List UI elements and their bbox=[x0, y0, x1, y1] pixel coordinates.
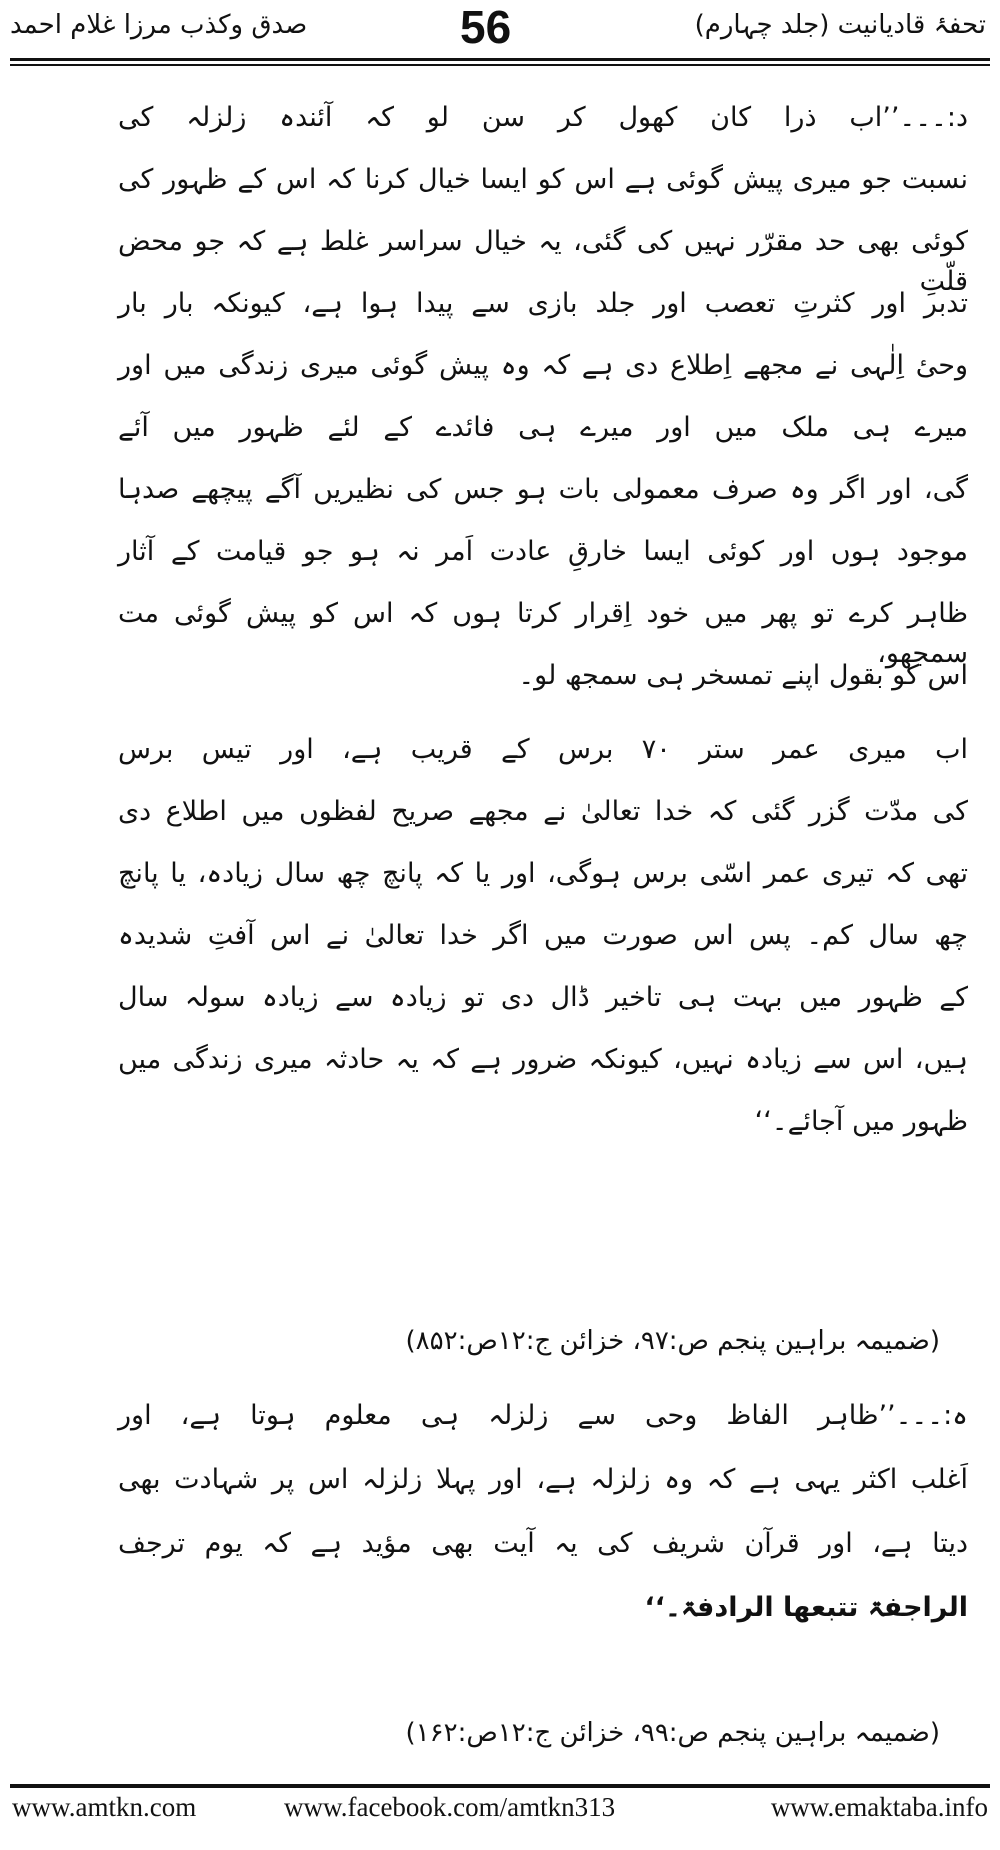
paragraph-line: ظہور میں آجائے۔‘‘ bbox=[754, 1106, 968, 1137]
paragraph-line: نسبت جو میری پیش گوئی ہے اس کو ایسا خیال کرنا کہ اس کے ظہور کی bbox=[118, 164, 968, 195]
paragraph-line: کے ظہور میں بہت ہی تاخیر ڈال دی تو زیادہ سے زیادہ سولہ سال bbox=[118, 982, 968, 1013]
header-rule-bottom bbox=[10, 64, 990, 66]
paragraph-line: تدبر اور کثرتِ تعصب اور جلد بازی سے پیدا ہوا ہے، کیونکہ بار بار bbox=[118, 288, 968, 319]
footer-link-facebook[interactable]: www.facebook.com/amtkn313 bbox=[284, 1792, 616, 1822]
paragraph-line: وحیٔ اِلٰہی نے مجھے اِطلاع دی ہے کہ وہ پیش گوئی میری زندگی میں اور bbox=[118, 350, 968, 381]
paragraph-line: ہیں، اس سے زیادہ نہیں، کیونکہ ضرور ہے کہ یہ حادثہ میری زندگی میں bbox=[118, 1044, 968, 1075]
footer-rule bbox=[10, 1784, 990, 1788]
paragraph-line: گی، اور اگر وہ صرف معمولی بات ہو جس کی نظیریں آگے پیچھے صدہا bbox=[118, 474, 968, 505]
paragraph-line: موجود ہوں اور کوئی ایسا خارقِ عادت اَمر نہ ہو جو قیامت کے آثار bbox=[118, 536, 968, 567]
paragraph-line: کوئی بھی حد مقرّر نہیں کی گئی، یہ خیال سراسر غلط ہے کہ جو محض قلّتِ bbox=[118, 226, 968, 297]
citation-h: (ضمیمہ براہین پنجم ص:۹۹، خزائن ج:۱۲ص:۱۶۲) bbox=[405, 1718, 940, 1748]
paragraph-line: ظاہر کرے تو پھر میں خود اِقرار کرتا ہوں کہ اس کو پیش گوئی مت سمجھو، bbox=[118, 598, 968, 669]
paragraph-line: دیتا ہے، اور قرآن شریف کی یہ آیت بھی مؤید ہے کہ یوم ترجف bbox=[118, 1528, 968, 1559]
citation-d: (ضمیمہ براہین پنجم ص:۹۷، خزائن ج:۱۲ص:۸۵۲) bbox=[405, 1326, 940, 1356]
paragraph-line: اب میری عمر ستر ۷۰ برس کے قریب ہے، اور تیس برس bbox=[118, 734, 968, 765]
header-rule-top bbox=[10, 58, 990, 61]
paragraph-line: میرے ہی ملک میں اور میرے ہی فائدے کے لئے ظہور میں آئے bbox=[118, 412, 968, 443]
page-number: 56 bbox=[460, 1, 512, 53]
paragraph-line: چھ سال کم۔ پس اس صورت میں اگر خدا تعالیٰ نے اس آفتِ شدیدہ bbox=[118, 920, 968, 951]
footer-link-amtkn[interactable]: www.amtkn.com bbox=[12, 1792, 197, 1822]
footer-link-emaktaba[interactable]: www.emaktaba.info bbox=[770, 1792, 988, 1822]
paragraph-line: الراجفۃ تتبعھا الرادفۃ۔‘‘ bbox=[644, 1592, 968, 1623]
paragraph-line: د:۔۔۔’’اب ذرا کان کھول کر سن لو کہ آئندہ زلزلہ کی bbox=[118, 102, 968, 133]
chapter-title: صدق وکذب مرزا غلام احمد bbox=[10, 10, 308, 40]
paragraph-line: تھی کہ تیری عمر اسّی برس ہوگی، اور یا کہ پانچ چھ سال زیادہ، یا پانچ bbox=[118, 858, 968, 889]
paragraph-line: اَغلب اکثر یہی ہے کہ وہ زلزلہ ہے، اور پہلا زلزلہ اس پر شہادت بھی bbox=[118, 1464, 968, 1495]
paragraph-line: اس کو بقول اپنے تمسخر ہی سمجھ لو۔ bbox=[518, 660, 968, 691]
paragraph-line: ہ:۔۔۔’’ظاہر الفاظ وحی سے زلزلہ ہی معلوم ہوتا ہے، اور bbox=[118, 1400, 968, 1431]
paragraph-line: کی مدّت گزر گئی کہ خدا تعالیٰ نے مجھے صریح لفظوں میں اطلاع دی bbox=[118, 796, 968, 827]
book-title: تحفۂ قادیانیت (جلد چہارم) bbox=[694, 10, 986, 40]
